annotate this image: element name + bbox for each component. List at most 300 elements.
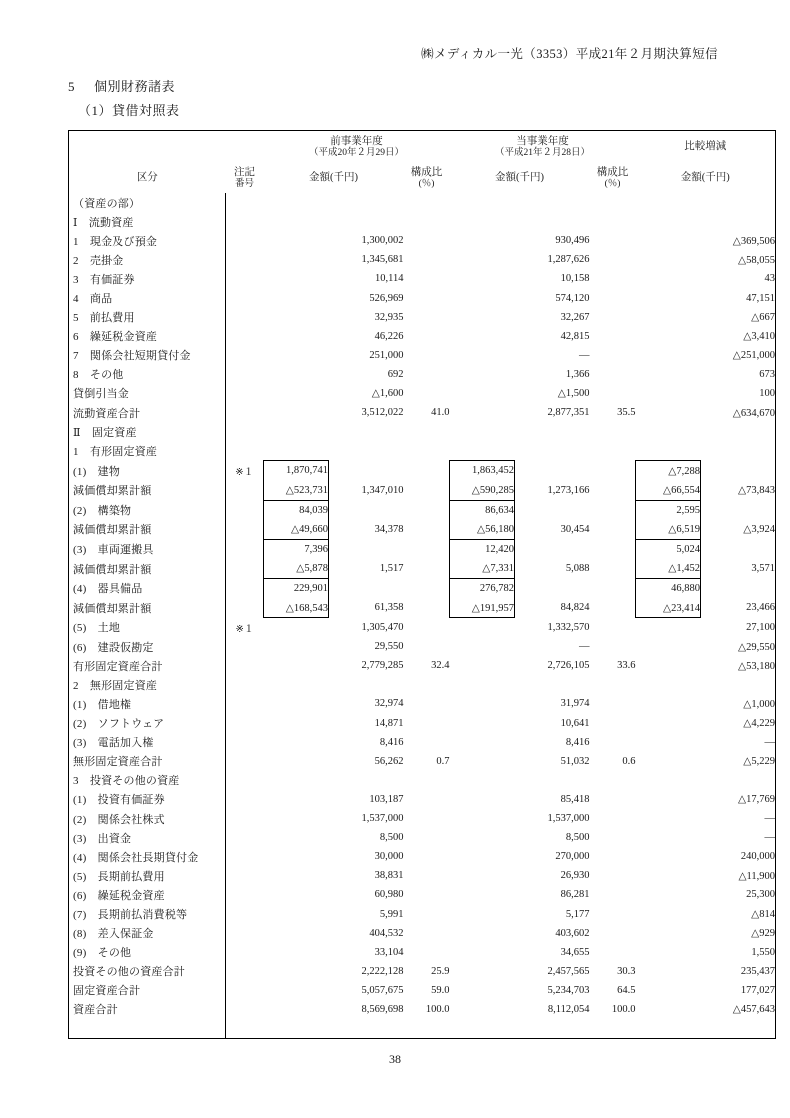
diff-subamount (636, 694, 701, 713)
header-diff-amount: 金額(千円) (680, 172, 730, 184)
prev-period-title: 前事業年度 (330, 135, 383, 147)
cur-ratio-line1: 構成比 (596, 166, 629, 178)
table-row (69, 943, 776, 962)
prev-ratio (404, 790, 450, 809)
prev-ratio (404, 904, 450, 923)
table-row (69, 981, 776, 1000)
prev-ratio (404, 847, 450, 866)
cur-ratio (590, 904, 636, 923)
row-note-number (226, 269, 264, 288)
row-label: 減価償却累計額 (69, 559, 226, 579)
cur-subamount (450, 212, 515, 231)
table-row (69, 212, 776, 231)
prev-amount: 1,305,470 (361, 621, 404, 633)
row-label: 無形固定資産合計 (69, 752, 226, 771)
prev-amount: 692 (387, 368, 404, 380)
prev-ratio (404, 480, 450, 500)
note-number-line2: 番号 (234, 178, 254, 189)
table-row (69, 847, 776, 866)
cur-amount: 2,726,105 (547, 660, 590, 672)
row-label: (3) 出資金 (69, 828, 226, 847)
row-note-number (226, 790, 264, 809)
prev-subamount (264, 365, 329, 384)
cur-subamount (450, 346, 515, 365)
table-row (69, 422, 776, 441)
cur-amount: 86,281 (560, 889, 590, 901)
row-label: (4) 関係会社長期貸付金 (69, 847, 226, 866)
row-label: (5) 土地 (69, 618, 226, 638)
cur-subamount (450, 365, 515, 384)
row-note-number (226, 924, 264, 943)
prev-ratio-line2: (％) (418, 178, 435, 189)
diff-amount (701, 771, 776, 790)
prev-amount (329, 212, 404, 231)
diff-amount: △667 (751, 312, 775, 324)
diff-amount (701, 675, 776, 694)
diff-subamount (636, 790, 701, 809)
prev-ratio (404, 598, 450, 618)
diff-subamount (636, 618, 701, 638)
diff-amount: △3,924 (743, 524, 775, 536)
prev-amount: 1,517 (379, 563, 404, 575)
cur-ratio (590, 675, 636, 694)
diff-subamount (636, 422, 701, 441)
row-note-number: ※１ (235, 623, 254, 635)
diff-amount (701, 1019, 776, 1039)
row-note-number (226, 943, 264, 962)
table-row (69, 231, 776, 250)
row-label: (2) 構築物 (69, 500, 226, 520)
prev-ratio: 59.0 (431, 984, 450, 996)
row-label: 1 現金及び預金 (69, 231, 226, 250)
diff-amount (701, 578, 776, 598)
diff-subamount (636, 193, 701, 212)
prev-amount (329, 771, 404, 790)
diff-amount: △58,055 (738, 254, 775, 266)
cur-amount: 5,234,703 (547, 984, 590, 996)
cur-amount: 30,454 (560, 523, 590, 535)
prev-subamount: △523,731 (264, 480, 329, 500)
prev-ratio (404, 637, 450, 656)
prev-ratio (404, 618, 450, 638)
prev-amount: 8,416 (379, 736, 404, 748)
row-note-number (226, 384, 264, 403)
diff-subamount (636, 308, 701, 327)
row-label (69, 1019, 226, 1039)
header-cur-period (450, 131, 636, 164)
prev-amount: 30,000 (374, 851, 404, 863)
cur-ratio (590, 250, 636, 269)
cur-ratio (590, 384, 636, 403)
table-row (69, 637, 776, 656)
prev-ratio: 41.0 (431, 407, 450, 419)
cur-subamount (450, 193, 515, 212)
diff-subamount (636, 828, 701, 847)
diff-subamount (636, 288, 701, 307)
cur-ratio (590, 480, 636, 500)
prev-subamount (264, 675, 329, 694)
prev-amount: 56,262 (374, 755, 404, 767)
cur-subamount (450, 288, 515, 307)
cur-ratio (590, 500, 636, 520)
cur-amount (515, 539, 590, 559)
cur-subamount (450, 866, 515, 885)
cur-subamount (450, 790, 515, 809)
cur-amount: 8,416 (565, 736, 590, 748)
prev-subamount (264, 904, 329, 923)
row-label: 5 前払費用 (69, 308, 226, 327)
cur-ratio (590, 733, 636, 752)
prev-subamount (264, 809, 329, 828)
row-note-number (226, 598, 264, 618)
prev-subamount (264, 885, 329, 904)
prev-subamount (264, 384, 329, 403)
cur-subamount (450, 441, 515, 461)
prev-amount (329, 193, 404, 212)
prev-ratio (404, 193, 450, 212)
table-row (69, 288, 776, 307)
prev-subamount (264, 790, 329, 809)
cur-ratio (590, 422, 636, 441)
prev-ratio (404, 422, 450, 441)
diff-subamount: △6,519 (636, 520, 701, 540)
header-row-columns (69, 163, 776, 193)
diff-subamount (636, 384, 701, 403)
prev-subamount: 84,039 (264, 500, 329, 520)
prev-subamount (264, 308, 329, 327)
cur-amount: 5,088 (565, 563, 590, 575)
row-label: (5) 長期前払費用 (69, 866, 226, 885)
row-note-number (226, 327, 264, 346)
diff-subamount (636, 675, 701, 694)
header-comparison: 比較増減 (684, 141, 727, 153)
diff-subamount (636, 250, 701, 269)
diff-amount: △3,410 (743, 331, 775, 343)
table-row (69, 618, 776, 638)
diff-subamount: 46,880 (636, 578, 701, 598)
cur-ratio (590, 520, 636, 540)
prev-amount: 2,222,128 (361, 965, 404, 977)
table-row (69, 539, 776, 559)
table-row (69, 559, 776, 579)
table-row (69, 790, 776, 809)
row-label: (3) 車両運搬具 (69, 539, 226, 559)
row-label: 資産合計 (69, 1000, 226, 1019)
diff-amount: △53,180 (738, 660, 775, 672)
cur-subamount (450, 733, 515, 752)
prev-subamount (264, 1000, 329, 1019)
cur-ratio (590, 885, 636, 904)
cur-amount: 270,000 (555, 851, 590, 863)
prev-amount: 8,569,698 (361, 1003, 404, 1015)
table-row (69, 809, 776, 828)
diff-amount: △457,643 (732, 1004, 775, 1016)
prev-amount: 5,057,675 (361, 984, 404, 996)
prev-amount: 46,226 (374, 330, 404, 342)
prev-amount: 5,991 (379, 908, 404, 920)
diff-amount: 43 (764, 273, 775, 285)
cur-amount: 84,824 (560, 602, 590, 614)
diff-amount: — (764, 813, 775, 825)
prev-ratio (404, 441, 450, 461)
table-row (69, 441, 776, 461)
prev-subamount: △49,660 (264, 520, 329, 540)
row-label: 減価償却累計額 (69, 598, 226, 618)
prev-ratio (404, 365, 450, 384)
table-row (69, 193, 776, 212)
note-number-line1: 注記 (234, 166, 255, 178)
cur-ratio (590, 365, 636, 384)
row-note-number (226, 403, 264, 422)
diff-subamount (636, 885, 701, 904)
cur-amount (515, 675, 590, 694)
section-number: 5 (68, 79, 75, 94)
diff-subamount: △66,554 (636, 480, 701, 500)
prev-subamount: △168,543 (264, 598, 329, 618)
prev-subamount (264, 694, 329, 713)
cur-subamount (450, 618, 515, 638)
row-note-number (226, 962, 264, 981)
table-row (69, 461, 776, 481)
cur-subamount (450, 694, 515, 713)
table-row (69, 866, 776, 885)
row-note-number (226, 694, 264, 713)
table-row (69, 1000, 776, 1019)
cur-ratio (590, 828, 636, 847)
cur-ratio (590, 1019, 636, 1039)
cur-amount: △1,500 (557, 388, 590, 400)
diff-subamount (636, 231, 701, 250)
cur-subamount (450, 384, 515, 403)
cur-subamount (450, 885, 515, 904)
row-label: (9) その他 (69, 943, 226, 962)
prev-ratio: 100.0 (425, 1003, 450, 1015)
prev-amount: 1,345,681 (361, 254, 404, 266)
cur-ratio (590, 193, 636, 212)
prev-ratio (404, 520, 450, 540)
cur-ratio (590, 809, 636, 828)
prev-amount (329, 500, 404, 520)
row-note-number (226, 250, 264, 269)
cur-subamount (450, 675, 515, 694)
row-note-number (226, 733, 264, 752)
table-row (69, 346, 776, 365)
table-row (69, 403, 776, 422)
cur-amount: 2,877,351 (547, 407, 590, 419)
cur-ratio (590, 847, 636, 866)
row-label: (6) 建設仮勘定 (69, 637, 226, 656)
header-division: 区分 (136, 172, 158, 184)
cur-amount: 1,287,626 (547, 254, 590, 266)
cur-amount: 85,418 (560, 793, 590, 805)
row-note-number (226, 904, 264, 923)
prev-amount (329, 578, 404, 598)
cur-amount: — (579, 641, 590, 653)
prev-subamount (264, 327, 329, 346)
cur-ratio (590, 598, 636, 618)
prev-amount: 33,104 (374, 946, 404, 958)
diff-amount: — (764, 832, 775, 844)
section-title-text: 個別財務諸表 (94, 79, 176, 94)
table-body (69, 193, 776, 1039)
diff-subamount (636, 346, 701, 365)
diff-amount (701, 539, 776, 559)
row-note-number (226, 365, 264, 384)
prev-subamount (264, 637, 329, 656)
table-row (69, 269, 776, 288)
diff-amount: 177,027 (740, 984, 775, 996)
diff-amount: △73,843 (738, 485, 775, 497)
prev-amount: 1,347,010 (361, 484, 404, 496)
cur-subamount: △590,285 (450, 480, 515, 500)
cur-amount (515, 771, 590, 790)
cur-ratio (590, 559, 636, 579)
prev-ratio (404, 828, 450, 847)
prev-ratio (404, 327, 450, 346)
row-label: 貸倒引当金 (69, 384, 226, 403)
cur-subamount: 276,782 (450, 578, 515, 598)
diff-subamount (636, 924, 701, 943)
cur-amount (515, 193, 590, 212)
table-row (69, 520, 776, 540)
row-note-number (226, 212, 264, 231)
prev-subamount (264, 403, 329, 422)
table-row (69, 250, 776, 269)
cur-amount (515, 1019, 590, 1039)
prev-subamount: 229,901 (264, 578, 329, 598)
diff-amount: 673 (759, 368, 775, 380)
cur-subamount (450, 403, 515, 422)
table-row (69, 578, 776, 598)
table-row (69, 828, 776, 847)
subsection-heading: （1）貸借対照表 (78, 103, 180, 118)
table-row (69, 1019, 776, 1039)
prev-subamount (264, 441, 329, 461)
prev-ratio (404, 500, 450, 520)
cur-subamount (450, 308, 515, 327)
cur-ratio: 30.3 (617, 965, 636, 977)
table-row (69, 500, 776, 520)
prev-subamount (264, 1019, 329, 1039)
prev-ratio (404, 771, 450, 790)
diff-subamount (636, 981, 701, 1000)
diff-amount: △369,506 (732, 235, 775, 247)
row-label: (1) 建物 (69, 461, 226, 481)
cur-subamount (450, 637, 515, 656)
table-row (69, 675, 776, 694)
prev-amount: 29,550 (374, 641, 404, 653)
cur-ratio (590, 790, 636, 809)
prev-amount: 404,532 (369, 927, 404, 939)
row-label: 減価償却累計額 (69, 480, 226, 500)
diff-subamount (636, 904, 701, 923)
prev-ratio (404, 578, 450, 598)
diff-amount: △929 (751, 928, 775, 940)
cur-ratio (590, 461, 636, 481)
diff-subamount (636, 327, 701, 346)
prev-subamount (264, 981, 329, 1000)
cur-subamount (450, 422, 515, 441)
diff-amount: 235,437 (740, 965, 775, 977)
prev-subamount (264, 752, 329, 771)
cur-subamount: 1,863,452 (450, 461, 515, 481)
row-label: 4 商品 (69, 288, 226, 307)
prev-amount: 103,187 (369, 793, 404, 805)
prev-subamount (264, 422, 329, 441)
prev-amount: 251,000 (369, 349, 404, 361)
diff-amount: △1,000 (743, 698, 775, 710)
prev-ratio (404, 269, 450, 288)
row-label: 1 有形固定資産 (69, 441, 226, 461)
prev-subamount (264, 943, 329, 962)
cur-amount: 10,641 (560, 717, 590, 729)
diff-subamount (636, 269, 701, 288)
diff-amount: 100 (759, 387, 775, 399)
cur-amount: 8,112,054 (547, 1003, 590, 1015)
cur-subamount (450, 656, 515, 675)
diff-amount: 27,100 (746, 621, 775, 633)
row-label: (2) 関係会社株式 (69, 809, 226, 828)
diff-amount: 23,466 (746, 602, 775, 614)
row-note-number (226, 866, 264, 885)
diff-amount: 3,571 (751, 563, 775, 575)
row-note-number (226, 578, 264, 598)
prev-amount: 10,114 (375, 273, 404, 285)
row-label: 7 関係会社短期貸付金 (69, 346, 226, 365)
diff-amount: △5,229 (743, 756, 775, 768)
cur-subamount: △191,957 (450, 598, 515, 618)
prev-subamount (264, 714, 329, 733)
prev-subamount (264, 231, 329, 250)
row-label: 流動資産合計 (69, 403, 226, 422)
cur-amount: 51,032 (560, 755, 590, 767)
prev-amount: 32,974 (374, 698, 404, 710)
cur-amount: 574,120 (555, 292, 590, 304)
row-note-number (226, 559, 264, 579)
row-note-number (226, 539, 264, 559)
cur-subamount: 12,420 (450, 539, 515, 559)
row-label: 2 売掛金 (69, 250, 226, 269)
row-label: 8 その他 (69, 365, 226, 384)
running-header: ㈱メディカル一光（3353）平成21年２月期決算短信 (421, 47, 718, 61)
prev-amount (329, 422, 404, 441)
balance-sheet-table-wrapper (68, 130, 775, 1039)
row-note-number (226, 480, 264, 500)
diff-subamount (636, 714, 701, 733)
table-row (69, 480, 776, 500)
cur-subamount (450, 962, 515, 981)
cur-amount: 26,930 (560, 870, 590, 882)
prev-ratio (404, 866, 450, 885)
row-label: (2) ソフトウェア (69, 714, 226, 733)
row-note-number (226, 346, 264, 365)
row-label: 6 繰延税金資産 (69, 327, 226, 346)
row-label: (1) 借地権 (69, 694, 226, 713)
diff-subamount: 5,024 (636, 539, 701, 559)
header-note-number (226, 163, 264, 193)
cur-ratio-line2: (％) (604, 178, 621, 189)
diff-subamount (636, 733, 701, 752)
cur-ratio: 100.0 (611, 1003, 636, 1015)
diff-amount: △17,769 (738, 794, 775, 806)
table-row (69, 904, 776, 923)
diff-subamount (636, 962, 701, 981)
cur-ratio (590, 288, 636, 307)
row-note-number (226, 675, 264, 694)
row-label: （資産の部） (69, 193, 226, 212)
diff-amount: △11,900 (738, 870, 775, 882)
cur-ratio (590, 231, 636, 250)
